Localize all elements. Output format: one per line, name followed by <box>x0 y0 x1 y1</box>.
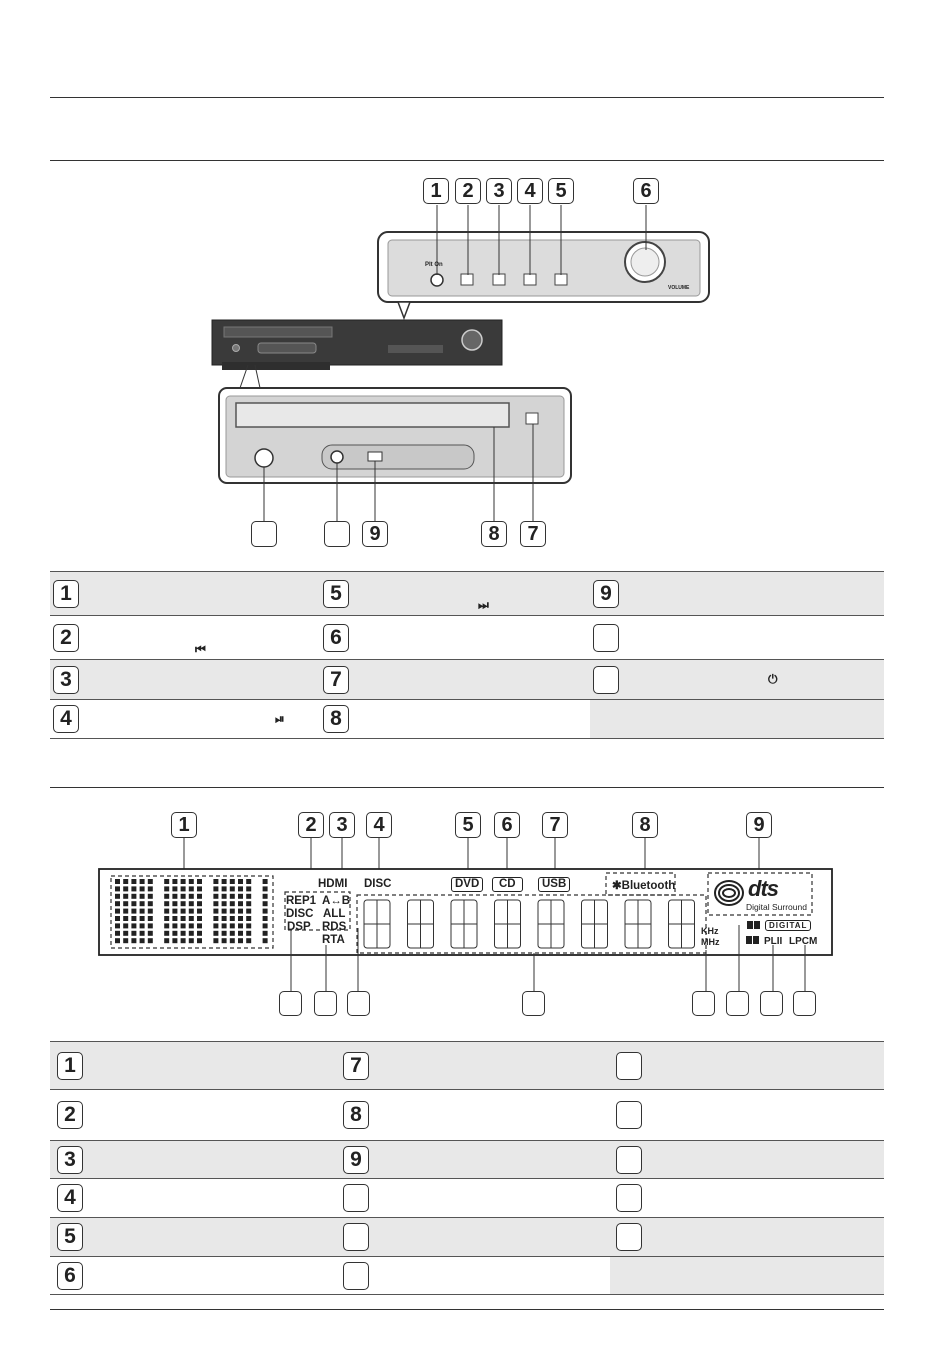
matrix-dot <box>140 916 145 921</box>
footer-rule <box>50 1309 884 1310</box>
matrix-dot <box>246 894 251 899</box>
matrix-dot <box>238 894 243 899</box>
matrix-dot <box>156 879 161 884</box>
matrix-dot <box>197 879 202 884</box>
matrix-dot <box>156 931 161 936</box>
matrix-dot <box>181 909 186 914</box>
matrix-dot <box>230 894 235 899</box>
callout-front-7: 7 <box>520 521 546 547</box>
matrix-dot <box>164 909 169 914</box>
bluetooth-icon: ✱ <box>612 880 622 892</box>
skip-back-button-zoom <box>461 274 473 285</box>
matrix-dot <box>172 938 177 943</box>
callout-display-3: 3 <box>329 812 355 838</box>
disp-row4-col2-num <box>343 1184 369 1212</box>
matrix-dot <box>148 886 153 891</box>
matrix-dot <box>254 909 259 914</box>
rta-indicator: RTA <box>322 934 345 946</box>
front-row4-col2-num: 8 <box>323 705 349 733</box>
matrix-dot <box>189 923 194 928</box>
matrix-dot <box>263 909 268 914</box>
disp-row4-col1-num: 4 <box>57 1184 83 1212</box>
matrix-dot <box>172 886 177 891</box>
matrix-dot <box>197 916 202 921</box>
matrix-dot <box>148 879 153 884</box>
disp-row5-col2-num <box>343 1223 369 1251</box>
callout-display-4: 4 <box>366 812 392 838</box>
callout-display-9: 9 <box>746 812 772 838</box>
callout-display-10 <box>279 991 302 1016</box>
matrix-dot <box>148 938 153 943</box>
disp-row6-col1-num: 6 <box>57 1262 83 1290</box>
matrix-dot <box>131 909 136 914</box>
matrix-dot <box>222 909 227 914</box>
hdmi-indicator: HDMI <box>318 878 348 890</box>
matrix-dot <box>205 886 210 891</box>
callout-display-13 <box>522 991 545 1016</box>
matrix-dot <box>197 901 202 906</box>
matrix-dot <box>148 901 153 906</box>
matrix-dot <box>123 909 128 914</box>
callout-front-8: 8 <box>481 521 507 547</box>
matrix-dot <box>181 938 186 943</box>
khz-indicator: KHz <box>701 926 719 936</box>
matrix-dot <box>181 923 186 928</box>
matrix-dot <box>230 886 235 891</box>
matrix-dot <box>197 886 202 891</box>
disp-row4-col3-num <box>616 1184 642 1212</box>
matrix-dot <box>131 931 136 936</box>
matrix-dot <box>254 931 259 936</box>
front-row1-col1-num: 1 <box>53 580 79 608</box>
callout-front-5: 5 <box>548 178 574 204</box>
front-row3-col2-num: 7 <box>323 666 349 694</box>
matrix-dot <box>238 916 243 921</box>
dvd-indicator: DVD <box>451 877 483 892</box>
matrix-dot <box>205 879 210 884</box>
rds-indicator: RDS <box>322 921 347 933</box>
play-pause-icon: ⏯ <box>275 712 285 726</box>
matrix-dot <box>189 909 194 914</box>
matrix-dot <box>254 886 259 891</box>
matrix-dot <box>213 886 218 891</box>
matrix-dot <box>156 886 161 891</box>
matrix-dot <box>254 879 259 884</box>
matrix-dot <box>263 931 268 936</box>
matrix-dot <box>205 923 210 928</box>
callout-display-7: 7 <box>542 812 568 838</box>
matrix-dot <box>254 923 259 928</box>
matrix-dot <box>140 901 145 906</box>
matrix-dot <box>246 923 251 928</box>
matrix-dot <box>181 894 186 899</box>
matrix-dot <box>115 923 120 928</box>
digital-indicator: DIGITAL <box>765 920 811 931</box>
matrix-dot <box>131 916 136 921</box>
matrix-dot <box>156 938 161 943</box>
matrix-dot <box>222 916 227 921</box>
matrix-dot <box>140 909 145 914</box>
front-row1-col3-num: 9 <box>593 580 619 608</box>
callout-front-3: 3 <box>486 178 512 204</box>
matrix-dot <box>213 901 218 906</box>
matrix-dot <box>205 909 210 914</box>
matrix-dot <box>172 901 177 906</box>
matrix-dot <box>140 894 145 899</box>
matrix-dot <box>222 894 227 899</box>
matrix-dot <box>189 916 194 921</box>
matrix-dot <box>164 879 169 884</box>
matrix-dot <box>181 931 186 936</box>
matrix-dot <box>164 916 169 921</box>
callout-front-4: 4 <box>517 178 543 204</box>
front-row4-col1-num: 4 <box>53 705 79 733</box>
disp-row3-col2-num: 9 <box>343 1146 369 1174</box>
matrix-dot <box>213 909 218 914</box>
skip-fwd-icon: ⏭ <box>478 598 489 612</box>
volume-label: VOLUME <box>668 285 690 291</box>
matrix-dot <box>222 886 227 891</box>
matrix-dot <box>246 909 251 914</box>
callout-display-6: 6 <box>494 812 520 838</box>
matrix-dot <box>189 901 194 906</box>
matrix-dot <box>140 886 145 891</box>
matrix-dot <box>148 916 153 921</box>
matrix-dot <box>140 923 145 928</box>
matrix-dot <box>172 931 177 936</box>
disp-row1-col2-num: 7 <box>343 1052 369 1080</box>
matrix-dot <box>189 931 194 936</box>
matrix-dot <box>263 923 268 928</box>
matrix-dot <box>222 879 227 884</box>
matrix-dot <box>164 894 169 899</box>
front-row2-col1-num: 2 <box>53 624 79 652</box>
matrix-dot <box>172 909 177 914</box>
matrix-dot <box>213 879 218 884</box>
front-row3-col1-num: 3 <box>53 666 79 694</box>
callout-display-11 <box>314 991 337 1016</box>
matrix-dot <box>123 894 128 899</box>
disp-row3-col1-num: 3 <box>57 1146 83 1174</box>
matrix-dot <box>205 931 210 936</box>
matrix-dot <box>123 916 128 921</box>
callout-display-15 <box>726 991 749 1016</box>
matrix-dot <box>230 909 235 914</box>
matrix-dot <box>172 879 177 884</box>
matrix-dot <box>115 938 120 943</box>
bluetooth-indicator: ✱Bluetooth <box>612 880 676 892</box>
skip-back-icon: ⏮ <box>195 642 206 656</box>
matrix-dot <box>246 931 251 936</box>
disp-row2-col3-num <box>616 1101 642 1129</box>
matrix-dot <box>115 879 120 884</box>
matrix-dot <box>238 909 243 914</box>
matrix-dot <box>164 923 169 928</box>
matrix-dot <box>189 894 194 899</box>
power-on-label: Plt On <box>425 262 443 268</box>
matrix-dot <box>254 916 259 921</box>
usb-port-zoom <box>368 452 382 461</box>
matrix-dot <box>148 931 153 936</box>
callout-front-2: 2 <box>455 178 481 204</box>
matrix-dot <box>263 886 268 891</box>
matrix-dot <box>148 894 153 899</box>
matrix-dot <box>254 938 259 943</box>
matrix-dot <box>123 931 128 936</box>
matrix-dot <box>213 938 218 943</box>
disc-tray <box>236 403 509 427</box>
matrix-dot <box>213 916 218 921</box>
callout-display-1: 1 <box>171 812 197 838</box>
matrix-dot <box>230 916 235 921</box>
matrix-dot <box>148 909 153 914</box>
matrix-dot <box>222 923 227 928</box>
matrix-dot <box>238 879 243 884</box>
matrix-dot <box>263 938 268 943</box>
matrix-dot <box>263 894 268 899</box>
matrix-dot <box>115 916 120 921</box>
matrix-dot <box>172 923 177 928</box>
matrix-dot <box>123 938 128 943</box>
matrix-dot <box>222 931 227 936</box>
matrix-dot <box>115 931 120 936</box>
display-table <box>50 1041 884 1295</box>
matrix-dot <box>222 901 227 906</box>
matrix-dot <box>164 901 169 906</box>
callout-front-10 <box>251 521 277 547</box>
matrix-dot <box>254 894 259 899</box>
matrix-dot <box>205 894 210 899</box>
matrix-dot <box>164 938 169 943</box>
matrix-dot <box>238 886 243 891</box>
matrix-dot <box>230 879 235 884</box>
callout-display-5: 5 <box>455 812 481 838</box>
matrix-dot <box>123 923 128 928</box>
matrix-dot <box>140 879 145 884</box>
matrix-dot <box>189 879 194 884</box>
matrix-dot <box>230 938 235 943</box>
matrix-dot <box>230 931 235 936</box>
matrix-dot <box>205 901 210 906</box>
disp-row2-col1-num: 2 <box>57 1101 83 1129</box>
matrix-dot <box>246 886 251 891</box>
matrix-dot <box>238 901 243 906</box>
pl2-indicator: PLII <box>764 936 783 947</box>
callout-front-11 <box>324 521 350 547</box>
disc-indicator-top: DISC <box>364 878 392 890</box>
dsp-indicator: DSP <box>287 921 311 933</box>
lpcm-indicator: LPCM <box>789 936 818 947</box>
matrix-dot <box>123 901 128 906</box>
power-button-zoom <box>255 449 273 467</box>
matrix-dot <box>230 923 235 928</box>
matrix-dot <box>263 879 268 884</box>
matrix-dot <box>181 879 186 884</box>
matrix-dot <box>140 938 145 943</box>
matrix-dot <box>246 938 251 943</box>
matrix-dot <box>189 938 194 943</box>
matrix-dot <box>164 886 169 891</box>
matrix-dot <box>263 901 268 906</box>
disc-indicator: DISC <box>286 908 314 920</box>
matrix-dot <box>205 916 210 921</box>
matrix-dot <box>238 938 243 943</box>
usb-indicator: USB <box>538 877 570 892</box>
front-panel-table <box>50 571 884 739</box>
matrix-dot <box>123 886 128 891</box>
matrix-dot <box>213 931 218 936</box>
matrix-dot <box>181 886 186 891</box>
disp-row6-col2-num <box>343 1262 369 1290</box>
digital-surround-label: Digital Surround <box>746 902 807 912</box>
matrix-dot <box>156 923 161 928</box>
callout-front-6: 6 <box>633 178 659 204</box>
callout-display-14 <box>692 991 715 1016</box>
power-icon: ⏻ <box>768 672 778 686</box>
matrix-dot <box>205 938 210 943</box>
header-rule <box>50 97 884 98</box>
matrix-dot <box>131 923 136 928</box>
matrix-dot <box>197 909 202 914</box>
callout-display-17 <box>793 991 816 1016</box>
matrix-dot <box>156 901 161 906</box>
matrix-dot <box>115 886 120 891</box>
matrix-dot <box>213 923 218 928</box>
matrix-dot <box>123 879 128 884</box>
matrix-dot <box>131 938 136 943</box>
matrix-dot <box>246 879 251 884</box>
matrix-dot <box>172 894 177 899</box>
matrix-dot <box>197 938 202 943</box>
matrix-dot <box>238 931 243 936</box>
disp-row5-col1-num: 5 <box>57 1223 83 1251</box>
matrix-dot <box>263 916 268 921</box>
callout-display-16 <box>760 991 783 1016</box>
matrix-dot <box>164 931 169 936</box>
matrix-dot <box>172 916 177 921</box>
matrix-dot <box>131 879 136 884</box>
front-row2-col2-num: 6 <box>323 624 349 652</box>
matrix-dot <box>115 909 120 914</box>
matrix-dot <box>156 909 161 914</box>
matrix-dot <box>131 886 136 891</box>
all-indicator: ALL <box>323 908 346 920</box>
skip-fwd-button-zoom <box>555 274 567 285</box>
ab-indicator: A↔B <box>322 895 351 907</box>
callout-display-8: 8 <box>632 812 658 838</box>
matrix-dot <box>238 923 243 928</box>
matrix-dot <box>246 901 251 906</box>
matrix-dot <box>189 886 194 891</box>
power-on-button-zoom <box>431 274 443 286</box>
matrix-dot <box>222 938 227 943</box>
matrix-dot <box>156 894 161 899</box>
disp-row5-col3-num <box>616 1223 642 1251</box>
disp-row1-col3-num <box>616 1052 642 1080</box>
front-row1-col2-num: 5 <box>323 580 349 608</box>
matrix-dot <box>148 923 153 928</box>
disp-row1-col1-num: 1 <box>57 1052 83 1080</box>
play-pause-button-zoom <box>524 274 536 285</box>
rep1-indicator: REP1 <box>286 895 317 907</box>
matrix-dot <box>140 931 145 936</box>
matrix-dot <box>115 894 120 899</box>
matrix-dot <box>246 916 251 921</box>
matrix-dot <box>230 901 235 906</box>
front-row2-col3-num <box>593 624 619 652</box>
dts-logo: dts <box>748 876 778 901</box>
matrix-dot <box>254 901 259 906</box>
section-rule-display <box>50 787 884 788</box>
matrix-dot <box>197 923 202 928</box>
callout-front-9: 9 <box>362 521 388 547</box>
matrix-dot <box>181 916 186 921</box>
matrix-dot <box>115 901 120 906</box>
mhz-indicator: MHz <box>701 937 720 947</box>
matrix-dot <box>131 901 136 906</box>
disp-row3-col3-num <box>616 1146 642 1174</box>
cd-indicator: CD <box>492 877 523 892</box>
matrix-dot <box>156 916 161 921</box>
callout-front-1: 1 <box>423 178 449 204</box>
matrix-dot <box>197 931 202 936</box>
stop-button-zoom <box>493 274 505 285</box>
disp-row2-col2-num: 8 <box>343 1101 369 1129</box>
front-row3-col3-num <box>593 666 619 694</box>
callout-display-12 <box>347 991 370 1016</box>
matrix-dot <box>181 901 186 906</box>
matrix-dot <box>131 894 136 899</box>
callout-display-2: 2 <box>298 812 324 838</box>
matrix-dot <box>197 894 202 899</box>
eject-button-zoom <box>526 413 538 424</box>
matrix-dot <box>213 894 218 899</box>
aux-jack-zoom <box>331 451 343 463</box>
